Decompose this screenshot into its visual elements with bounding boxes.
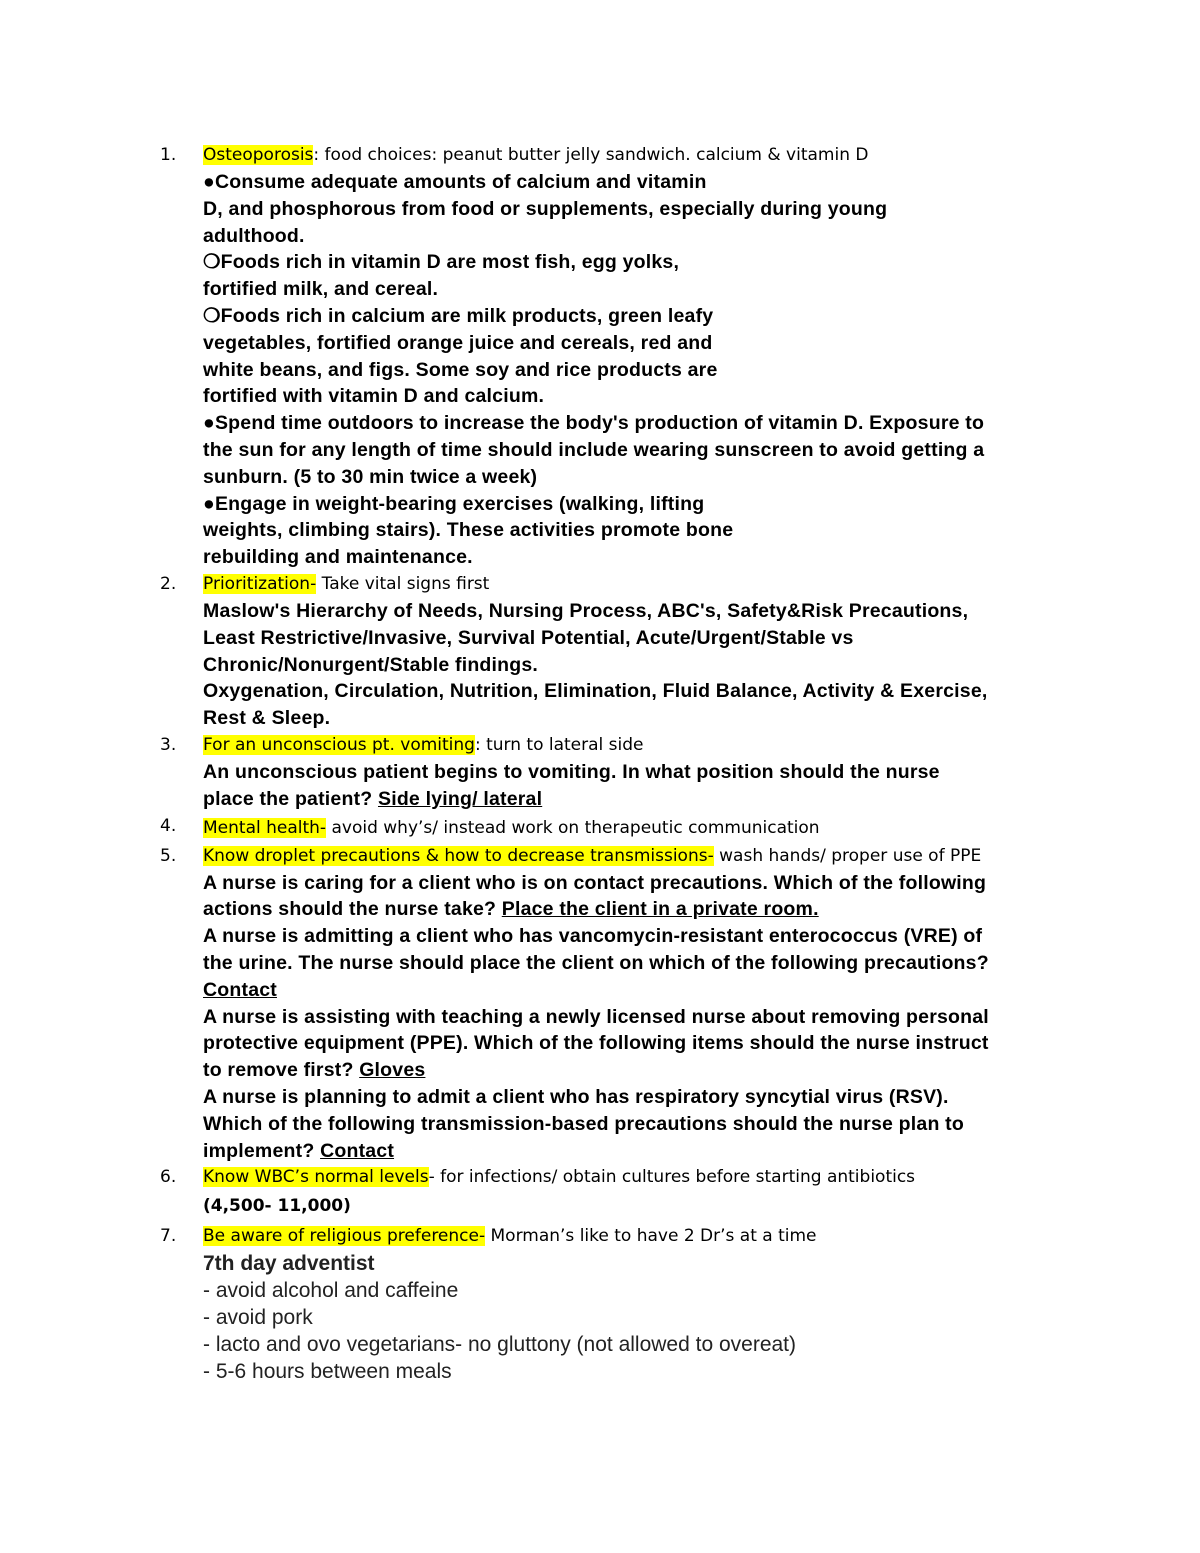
list-item (0, 571, 1200, 732)
highlighted-topic: Mental health- (203, 817, 327, 838)
answer-text: Place the client in a private room. (501, 898, 819, 921)
question-line: the urine. The nurse should place the client on which of the following precautions? (203, 951, 989, 974)
highlighted-topic: Prioritization- (203, 573, 317, 594)
question-line: to remove first? Gloves (203, 1059, 426, 1082)
body-line: - avoid alcohol and caffeine (203, 1279, 459, 1303)
list-item (0, 1164, 1200, 1221)
question-line: implement? Contact (203, 1139, 395, 1162)
body-line: ●Consume adequate amounts of calcium and vitamin (203, 171, 707, 193)
list-item (0, 843, 1200, 1165)
answer-text: Contact (320, 1139, 395, 1162)
item-heading (203, 813, 1200, 843)
body-line: - 5-6 hours between meals (203, 1360, 452, 1384)
body-line: - lacto and ovo vegetarians- no gluttony (not allowed to overeat) (203, 1333, 797, 1357)
highlighted-topic: Know droplet precautions & how to decrease transmissions- (203, 845, 714, 866)
question-line: Which of the following transmission-based precautions should the nurse plan to (203, 1112, 964, 1135)
body-line: Rest & Sleep. (203, 707, 331, 730)
body-line: vegetables, fortified orange juice and cereals, red and (203, 331, 713, 354)
item-number: 3. (160, 734, 177, 755)
highlighted-topic: For an unconscious pt. vomiting (203, 734, 475, 755)
wbc-range: (4,500- 11,000) (203, 1196, 351, 1217)
item-heading (203, 732, 1200, 759)
body-line: fortified milk, and cereal. (203, 278, 439, 301)
topic-note: wash hands/ proper use of PPE (713, 845, 982, 866)
list-item (0, 732, 1200, 813)
body-line: ●Engage in weight-bearing exercises (walking, lifting (203, 492, 705, 515)
body-line: sunburn. (5 to 30 min twice a week) (203, 465, 538, 488)
item-number: 6. (160, 1167, 177, 1188)
question-line: A nurse is assisting with teaching a newly licensed nurse about removing personal (203, 1005, 989, 1028)
item-number: 1. (160, 145, 177, 165)
body-line: Maslow's Hierarchy of Needs, Nursing Process, ABC's, Safety&Risk Precautions, (203, 599, 969, 622)
item-number: 4. (160, 815, 177, 836)
item-number: 5. (160, 845, 177, 866)
body-line: ●Spend time outdoors to increase the body's production of vitamin D. Exposure to (203, 412, 985, 435)
topic-note: avoid why’s/ instead work on therapeutic communication (326, 817, 820, 838)
item-body (203, 169, 1200, 571)
body-line: ❍Foods rich in calcium are milk products, green leafy (203, 304, 714, 327)
body-line: D, and phosphorous from food or supplements, especially during young (203, 197, 888, 220)
item-number: 7. (160, 1226, 177, 1247)
body-line: adulthood. (203, 224, 305, 247)
item-heading (203, 1223, 1200, 1250)
body-line: Least Restrictive/Invasive, Survival Potential, Acute/Urgent/Stable vs (203, 626, 854, 649)
body-line: ❍Foods rich in vitamin D are most fish, egg yolks, (203, 251, 680, 274)
item-heading (203, 1164, 1200, 1191)
question-line: A nurse is caring for a client who is on contact precautions. Which of the following (203, 871, 987, 894)
item-body (203, 759, 1200, 813)
topic-note: Morman’s like to have 2 Dr’s at a time (485, 1226, 817, 1247)
question-line: protective equipment (PPE). Which of the following items should the nurse instruct (203, 1032, 989, 1055)
body-line: weights, climbing stairs). These activities promote bone (203, 519, 734, 542)
answer-text: Gloves (359, 1059, 426, 1082)
question-line: A nurse is planning to admit a client who has respiratory syncytial virus (RSV). (203, 1085, 949, 1108)
question-line: actions should the nurse take? Place the client in a private room. (203, 898, 819, 921)
item-body (203, 870, 1200, 1165)
item-heading (203, 843, 1200, 870)
subheading: 7th day adventist (203, 1252, 375, 1276)
body-line: white beans, and figs. Some soy and rice products are (203, 358, 718, 381)
question-line (203, 977, 1200, 1004)
topic-note: : food choices: peanut butter jelly sandwich. calcium & vitamin D (313, 145, 869, 165)
item-heading (203, 571, 1200, 598)
body-line: fortified with vitamin D and calcium. (203, 385, 545, 408)
item-number: 2. (160, 573, 177, 594)
body-line: the sun for any length of time should include wearing sunscreen to avoid getting a (203, 438, 985, 461)
topic-note: - for infections/ obtain cultures before starting antibiotics (428, 1167, 916, 1188)
item-body (203, 598, 1200, 732)
question-line: An unconscious patient begins to vomiting. In what position should the nurse (203, 760, 940, 783)
body-line: - avoid pork (203, 1306, 313, 1330)
answer-text: Contact (203, 978, 277, 1001)
topic-note: : turn to lateral side (474, 734, 644, 755)
question-line: A nurse is admitting a client who has vancomycin-resistant enterococcus (VRE) of (203, 925, 983, 948)
list-item (0, 1223, 1200, 1385)
body-line: Chronic/Nonurgent/Stable findings. (203, 653, 539, 676)
body-line: rebuilding and maintenance. (203, 546, 473, 569)
item-body (203, 1250, 1200, 1385)
question-line: place the patient? Side lying/ lateral (203, 787, 543, 810)
topic-note: Take vital signs first (316, 573, 490, 594)
highlighted-topic: Know WBC’s normal levels (203, 1167, 429, 1188)
body-line: Oxygenation, Circulation, Nutrition, Elimination, Fluid Balance, Activity & Exercise, (203, 680, 988, 703)
list-item (0, 813, 1200, 843)
document-page (0, 142, 1200, 1385)
list-item (0, 142, 1200, 571)
answer-text: Side lying/ lateral (378, 787, 543, 810)
item-heading (203, 142, 1200, 169)
item-body (203, 1191, 1200, 1221)
highlighted-topic: Osteoporosis (203, 145, 314, 165)
highlighted-topic: Be aware of religious preference- (203, 1226, 486, 1247)
